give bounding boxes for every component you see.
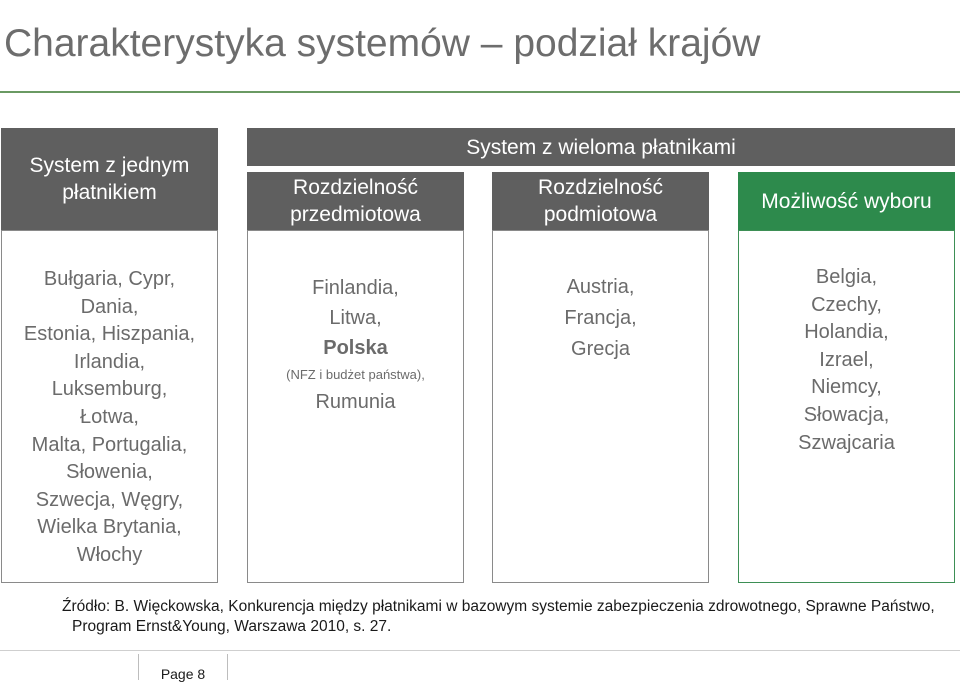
column-choice [738,230,955,583]
country-line: Irlandia, [73,350,146,373]
header-single-payer-line1: System z jednym [29,154,190,177]
column-single-payer [1,230,218,583]
country-line: Słowenia, [66,461,153,484]
country-line: Czechy, [811,293,882,316]
country-line: Szwajcaria [798,431,895,454]
country-line: Niemcy, [811,376,882,399]
country-line: Litwa, [329,307,382,329]
country-line: Wielka Brytania, [37,516,182,539]
country-line: Izrael, [819,348,874,371]
country-line: Austria, [566,276,635,298]
country-line: Łotwa, [80,405,139,428]
header-subject-division-line2: przedmiotowa [290,203,421,226]
header-entity-division-line2: podmiotowa [543,203,658,226]
country-line: Słowacja, [803,403,890,426]
country-highlight-poland: Polska [323,337,388,359]
country-line: Dania, [80,295,139,318]
country-line: Szwecja, Węgry, [35,488,184,511]
country-line: Francja, [564,307,637,329]
header-entity-division-line1: Rozdzielność [538,176,663,199]
page-title: Charakterystyka systemów – podział krajów [4,22,761,65]
country-line: Finlandia, [312,277,399,299]
country-line: Włochy [76,543,143,566]
header-entity-division [492,172,709,230]
country-note: (NFZ i budżet państwa), [286,367,425,382]
column-subject-division [247,230,464,583]
header-multi-payer-label: System z wieloma płatnikami [466,135,736,159]
country-line: Belgia, [815,266,878,288]
country-line: Malta, Portugalia, [31,433,188,456]
country-line: Grecja [571,338,630,360]
title-divider [0,91,960,93]
header-subject-division-line1: Rozdzielność [293,176,418,199]
footer-divider [0,650,960,651]
column-entity-division [492,230,709,583]
country-line: Estonia, Hiszpania, [23,323,196,346]
country-line: Luksemburg, [51,378,168,401]
header-subject-division [247,172,464,230]
country-line: Holandia, [804,321,889,344]
header-single-payer [1,128,218,230]
header-multi-payer [247,128,955,166]
source-note [62,597,958,637]
country-line: Bułgaria, Cypr, [43,268,176,290]
country-line: Rumunia [315,391,396,413]
source-line2: Program Ernst&Young, Warszawa 2010, s. 27. [72,618,392,635]
header-choice [738,172,955,230]
source-line1: Źródło: B. Więckowska, Konkurencja między płatnikami w bazowym systemie zabezpieczenia zdrowotnego, Sprawne Państwo, [62,598,935,615]
header-choice-label: Możliwość wyboru [761,189,932,213]
header-single-payer-line2: płatnikiem [62,181,157,204]
page-number: Page 8 [138,654,228,680]
